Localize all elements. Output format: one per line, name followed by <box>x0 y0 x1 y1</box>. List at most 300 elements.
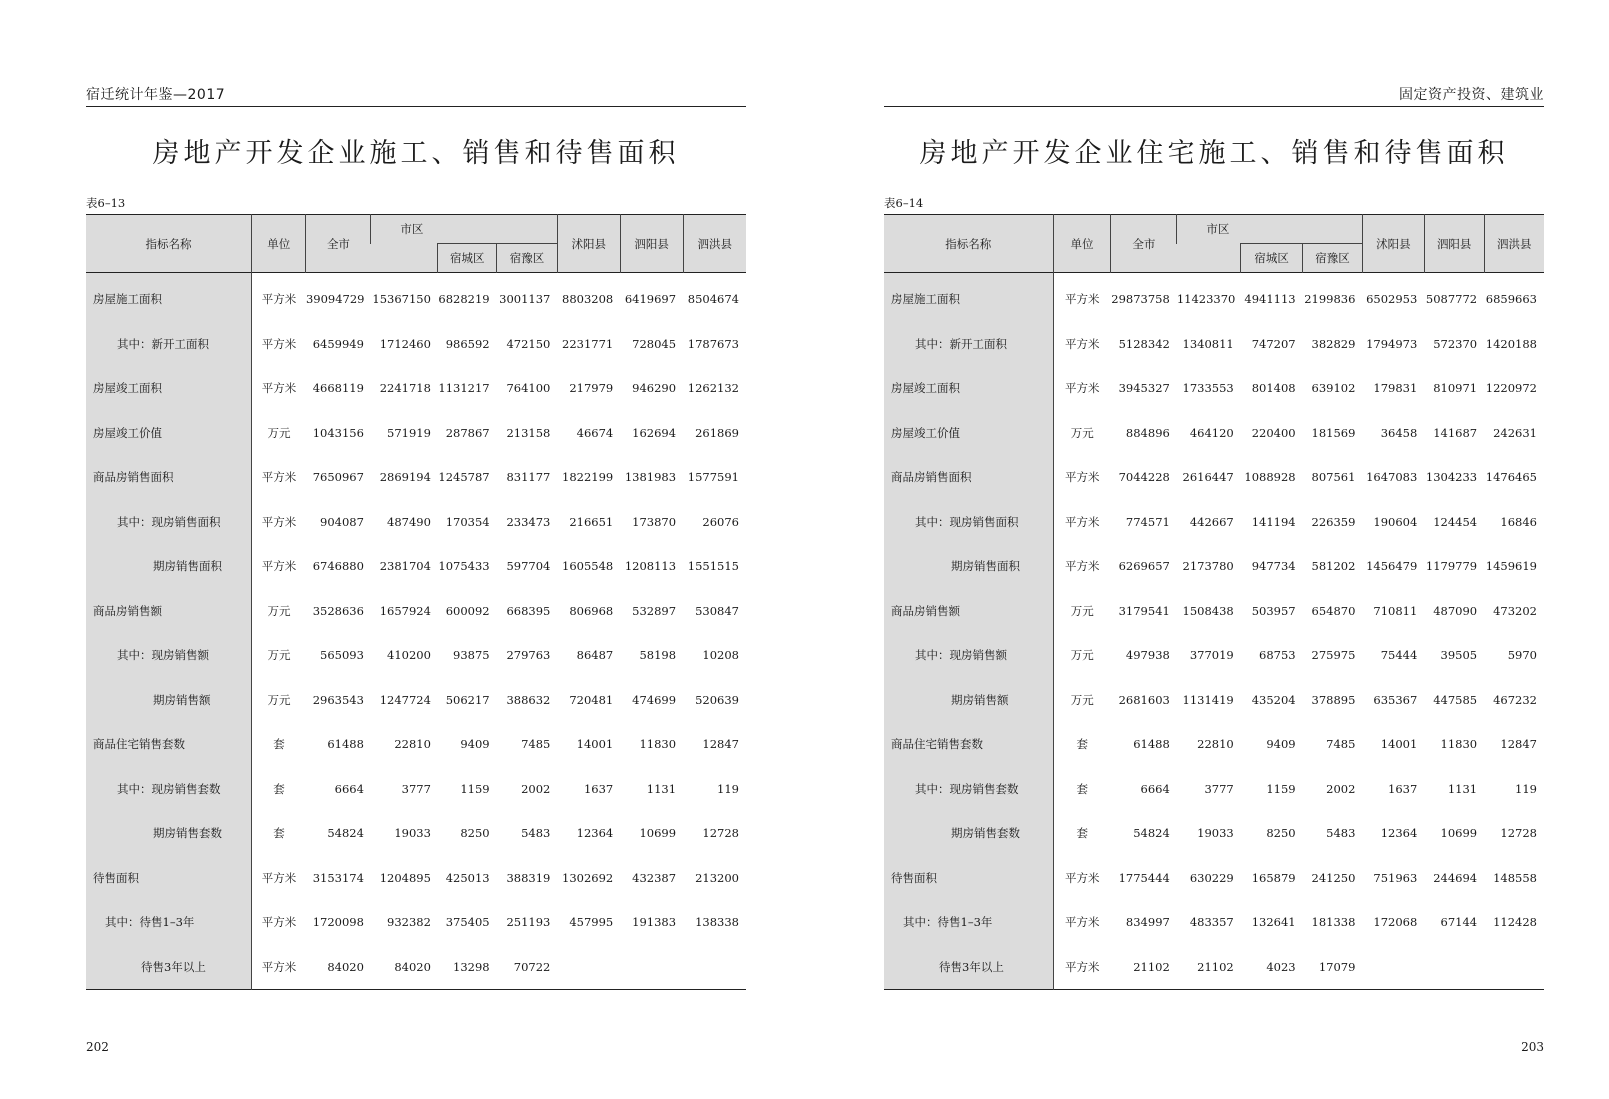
cell-value: 1733553 <box>1182 381 1234 396</box>
row-label: 期房销售套数 <box>884 811 1053 856</box>
cell-value: 6269657 <box>1118 559 1170 574</box>
cell-value: 474699 <box>632 692 677 707</box>
cell-value: 497938 <box>1125 648 1170 663</box>
cell-value: 532897 <box>632 603 677 618</box>
cell-value: 472150 <box>506 336 551 351</box>
cell-value: 377019 <box>1189 648 1234 663</box>
table-row <box>884 322 1544 367</box>
row-unit: 平方米 <box>252 544 306 589</box>
cell-value: 464120 <box>1189 425 1234 440</box>
cell-value: 3777 <box>401 781 431 796</box>
row-label: 其中：现房销售额 <box>884 633 1053 678</box>
row-unit: 平方米 <box>1053 455 1111 500</box>
row-label: 其中：现房销售套数 <box>884 767 1053 812</box>
cell-value: 654870 <box>1311 603 1356 618</box>
cell-value: 61488 <box>327 737 364 752</box>
cell-value: 3528636 <box>312 603 364 618</box>
cell-value <box>1424 945 1484 990</box>
row-label: 商品房销售额 <box>884 589 1053 634</box>
cell-value: 506217 <box>445 692 490 707</box>
cell-value: 12847 <box>702 737 739 752</box>
row-unit: 平方米 <box>252 273 306 322</box>
cell-value: 22810 <box>1197 737 1234 752</box>
cell-value: 279763 <box>506 648 551 663</box>
cell-value: 119 <box>717 781 739 796</box>
cell-value: 11423370 <box>1176 292 1236 307</box>
cell-value: 6859663 <box>1485 292 1537 307</box>
row-unit: 平方米 <box>1053 544 1111 589</box>
cell-value: 1508438 <box>1182 603 1234 618</box>
row-unit: 万元 <box>1053 589 1111 634</box>
cell-value: 233473 <box>506 514 551 529</box>
row-label: 其中：待售1–3年 <box>884 900 1053 945</box>
page-number: 203 <box>1521 1040 1544 1054</box>
cell-value: 1551515 <box>687 559 739 574</box>
cell-value: 15367150 <box>372 292 431 307</box>
row-label: 待售3年以上 <box>86 945 252 990</box>
cell-value: 2681603 <box>1118 692 1170 707</box>
cell-value: 21102 <box>1133 959 1170 974</box>
row-unit: 平方米 <box>1053 945 1111 990</box>
header-siyang: 泗阳县 <box>620 215 683 273</box>
right-page <box>884 0 1544 1099</box>
table-number: 表6–14 <box>884 196 924 210</box>
cell-value: 261869 <box>695 425 739 440</box>
cell-value: 165879 <box>1251 870 1296 885</box>
cell-value: 520639 <box>695 692 739 707</box>
cell-value: 10208 <box>702 648 739 663</box>
cell-value: 3777 <box>1204 781 1234 796</box>
cell-value: 7650967 <box>312 470 364 485</box>
cell-value: 6746880 <box>312 559 364 574</box>
cell-value: 68753 <box>1259 648 1296 663</box>
header-sucheng: 宿城区 <box>438 244 497 273</box>
row-label: 期房销售套数 <box>86 811 252 856</box>
cell-value: 67144 <box>1440 915 1478 930</box>
cell-value: 6828219 <box>438 292 490 307</box>
cell-value: 213158 <box>506 425 551 440</box>
cell-value: 2199836 <box>1304 292 1356 307</box>
cell-value: 1304233 <box>1425 470 1478 485</box>
cell-value: 19033 <box>1197 826 1234 841</box>
cell-value: 2002 <box>1326 781 1356 796</box>
cell-value: 1159 <box>1266 781 1296 796</box>
cell-value: 1247724 <box>379 692 431 707</box>
cell-value: 86487 <box>576 648 614 663</box>
cell-value: 1381983 <box>624 470 677 485</box>
cell-value: 442667 <box>1189 514 1234 529</box>
cell-value: 4941113 <box>1244 292 1296 307</box>
cell-value: 467232 <box>1493 692 1537 707</box>
cell-value: 84020 <box>327 959 364 974</box>
header-urban-blank <box>1177 244 1241 273</box>
cell-value: 1712460 <box>379 336 431 351</box>
cell-value: 1204895 <box>379 870 431 885</box>
cell-value: 375405 <box>445 915 490 930</box>
cell-value: 2231771 <box>562 336 614 351</box>
cell-value: 181338 <box>1311 915 1356 930</box>
cell-value: 138338 <box>695 915 739 930</box>
cell-value: 191383 <box>632 915 677 930</box>
cell-value: 1577591 <box>687 470 739 485</box>
row-label: 其中：现房销售额 <box>86 633 252 678</box>
row-unit: 万元 <box>252 589 306 634</box>
row-unit: 万元 <box>1053 678 1111 723</box>
header-name: 指标名称 <box>884 215 1053 273</box>
cell-value: 3945327 <box>1118 381 1170 396</box>
cell-value: 4668119 <box>312 381 364 396</box>
cell-value: 93875 <box>453 648 490 663</box>
cell-value: 132641 <box>1251 915 1296 930</box>
cell-value: 12728 <box>702 826 739 841</box>
table-row <box>86 767 746 812</box>
cell-value: 181569 <box>1311 425 1356 440</box>
cell-value: 19033 <box>394 826 431 841</box>
table-row <box>86 455 746 500</box>
cell-value: 946290 <box>632 381 677 396</box>
cell-value: 1159 <box>460 781 490 796</box>
cell-value: 1459619 <box>1485 559 1537 574</box>
header-sihong: 泗洪县 <box>1484 215 1544 273</box>
cell-value: 8504674 <box>687 292 739 307</box>
cell-value: 764100 <box>506 381 551 396</box>
row-label: 期房销售额 <box>884 678 1053 723</box>
cell-value: 668395 <box>506 603 551 618</box>
table-row <box>86 945 746 990</box>
cell-value: 12364 <box>1380 826 1418 841</box>
cell-value: 639102 <box>1311 381 1356 396</box>
table-row <box>884 811 1544 856</box>
cell-value: 141687 <box>1433 425 1478 440</box>
cell-value: 597704 <box>506 559 551 574</box>
cell-value: 8803208 <box>562 292 614 307</box>
cell-value: 388632 <box>506 692 551 707</box>
row-unit: 平方米 <box>1053 856 1111 901</box>
row-label: 其中：现房销售面积 <box>86 500 252 545</box>
cell-value: 487490 <box>387 514 431 529</box>
table-row <box>86 273 746 322</box>
table-row <box>884 544 1544 589</box>
cell-value: 75444 <box>1380 648 1418 663</box>
cell-value: 242631 <box>1493 425 1537 440</box>
row-label: 房屋竣工面积 <box>86 366 252 411</box>
row-unit: 万元 <box>252 678 306 723</box>
cell-value: 70722 <box>513 959 551 974</box>
cell-value: 2963543 <box>312 692 364 707</box>
cell-value <box>620 945 683 990</box>
cell-value: 1131 <box>1447 781 1478 796</box>
cell-value: 1794973 <box>1366 336 1418 351</box>
cell-value: 10699 <box>639 826 677 841</box>
cell-value: 119 <box>1515 781 1537 796</box>
cell-value: 36458 <box>1380 425 1418 440</box>
cell-value: 241250 <box>1311 870 1356 885</box>
cell-value: 13298 <box>453 959 490 974</box>
cell-value: 216651 <box>569 514 614 529</box>
row-label: 期房销售面积 <box>86 544 252 589</box>
cell-value: 1179779 <box>1425 559 1478 574</box>
data-table <box>86 214 746 990</box>
row-label: 期房销售额 <box>86 678 252 723</box>
cell-value: 5483 <box>1326 826 1356 841</box>
left-page <box>86 0 746 1099</box>
row-unit: 平方米 <box>252 900 306 945</box>
cell-value: 11830 <box>1440 737 1478 752</box>
cell-value: 447585 <box>1433 692 1478 707</box>
cell-value: 6664 <box>334 781 364 796</box>
table-row <box>86 322 746 367</box>
cell-value: 12728 <box>1500 826 1537 841</box>
cell-value: 5970 <box>1507 648 1537 663</box>
header-siyang: 泗阳县 <box>1424 215 1484 273</box>
cell-value: 2002 <box>521 781 551 796</box>
cell-value: 7485 <box>521 737 551 752</box>
cell-value: 5087772 <box>1425 292 1478 307</box>
cell-value: 5128342 <box>1118 336 1170 351</box>
page-number: 202 <box>86 1040 109 1054</box>
running-head: 固定资产投资、建筑业 <box>884 84 1544 107</box>
row-label: 商品房销售面积 <box>86 455 252 500</box>
header-urban-blank <box>371 244 438 273</box>
cell-value: 1637 <box>583 781 614 796</box>
table-row <box>884 900 1544 945</box>
row-unit: 平方米 <box>252 945 306 990</box>
cell-value: 22810 <box>394 737 431 752</box>
cell-value: 251193 <box>506 915 551 930</box>
cell-value: 217979 <box>569 381 614 396</box>
row-label: 房屋施工面积 <box>884 273 1053 322</box>
cell-value: 112428 <box>1493 915 1537 930</box>
cell-value: 581202 <box>1311 559 1356 574</box>
cell-value: 986592 <box>445 336 490 351</box>
cell-value: 9409 <box>460 737 490 752</box>
header-shuyang: 沭阳县 <box>557 215 620 273</box>
header-unit: 单位 <box>1053 215 1111 273</box>
cell-value: 1787673 <box>687 336 739 351</box>
cell-value: 751963 <box>1373 870 1418 885</box>
cell-value: 4023 <box>1266 959 1296 974</box>
cell-value: 831177 <box>506 470 551 485</box>
cell-value: 435204 <box>1251 692 1296 707</box>
cell-value: 1075433 <box>438 559 490 574</box>
cell-value: 483357 <box>1189 915 1234 930</box>
cell-value: 16846 <box>1500 514 1537 529</box>
row-label: 待售3年以上 <box>884 945 1053 990</box>
table-row <box>884 722 1544 767</box>
cell-value: 5483 <box>521 826 551 841</box>
table-row <box>884 455 1544 500</box>
table-row <box>884 589 1544 634</box>
cell-value: 162694 <box>632 425 677 440</box>
cell-value: 1476465 <box>1485 470 1537 485</box>
cell-value: 457995 <box>569 915 614 930</box>
table-row <box>86 811 746 856</box>
cell-value: 287867 <box>445 425 490 440</box>
cell-value: 728045 <box>632 336 677 351</box>
row-label: 待售面积 <box>884 856 1053 901</box>
row-unit: 万元 <box>252 411 306 456</box>
cell-value: 7485 <box>1326 737 1356 752</box>
cell-value: 173870 <box>632 514 677 529</box>
table-number: 表6–13 <box>86 196 126 210</box>
cell-value: 2241718 <box>379 381 431 396</box>
cell-value: 244694 <box>1433 870 1478 885</box>
cell-value: 720481 <box>569 692 614 707</box>
cell-value: 1657924 <box>379 603 431 618</box>
cell-value: 1262132 <box>687 381 739 396</box>
cell-value: 14001 <box>1380 737 1418 752</box>
cell-value: 1131419 <box>1182 692 1234 707</box>
cell-value: 1302692 <box>562 870 614 885</box>
table-row <box>86 544 746 589</box>
table-title: 房地产开发企业施工、销售和待售面积 <box>152 138 680 169</box>
cell-value <box>683 945 746 990</box>
header-city: 全市 <box>306 215 371 273</box>
cell-value: 6502953 <box>1366 292 1418 307</box>
table-row <box>884 411 1544 456</box>
cell-value: 1647083 <box>1366 470 1418 485</box>
header-unit: 单位 <box>252 215 306 273</box>
cell-value: 275975 <box>1311 648 1356 663</box>
cell-value: 124454 <box>1433 514 1478 529</box>
row-unit: 套 <box>1053 722 1111 767</box>
cell-value: 7044228 <box>1118 470 1170 485</box>
cell-value: 54824 <box>1133 826 1170 841</box>
cell-value: 801408 <box>1251 381 1296 396</box>
cell-value: 29873758 <box>1111 292 1170 307</box>
cell-value: 932382 <box>387 915 431 930</box>
cell-value: 141194 <box>1251 514 1296 529</box>
cell-value: 1720098 <box>312 915 364 930</box>
cell-value: 1822199 <box>562 470 614 485</box>
cell-value: 1637 <box>1388 781 1418 796</box>
cell-value: 179831 <box>1373 381 1418 396</box>
cell-value: 1775444 <box>1118 870 1170 885</box>
row-label: 待售面积 <box>86 856 252 901</box>
cell-value: 635367 <box>1373 692 1418 707</box>
cell-value: 8250 <box>1266 826 1296 841</box>
cell-value: 1208113 <box>624 559 677 574</box>
cell-value: 1131217 <box>438 381 490 396</box>
cell-value: 46674 <box>576 425 614 440</box>
header-sucheng: 宿城区 <box>1241 244 1303 273</box>
cell-value: 806968 <box>569 603 614 618</box>
cell-value: 170354 <box>445 514 490 529</box>
cell-value <box>1362 945 1424 990</box>
row-unit: 平方米 <box>252 322 306 367</box>
header-urban: 市区 <box>371 215 557 244</box>
cell-value: 58198 <box>639 648 677 663</box>
cell-value: 565093 <box>320 648 364 663</box>
cell-value: 530847 <box>695 603 739 618</box>
cell-value: 388319 <box>506 870 551 885</box>
cell-value: 425013 <box>445 870 490 885</box>
cell-value: 190604 <box>1373 514 1418 529</box>
cell-value: 382829 <box>1311 336 1356 351</box>
cell-value: 503957 <box>1251 603 1296 618</box>
cell-value: 11830 <box>639 737 677 752</box>
cell-value: 1605548 <box>562 559 614 574</box>
table-body <box>86 273 746 990</box>
header-shuyang: 沭阳县 <box>1362 215 1424 273</box>
cell-value: 904087 <box>320 514 364 529</box>
table-row <box>86 678 746 723</box>
cell-value: 487090 <box>1433 603 1478 618</box>
row-label: 商品住宅销售套数 <box>884 722 1053 767</box>
cell-value: 39094729 <box>305 292 365 307</box>
row-unit: 套 <box>1053 811 1111 856</box>
row-label: 商品住宅销售套数 <box>86 722 252 767</box>
cell-value: 226359 <box>1311 514 1356 529</box>
cell-value: 148558 <box>1493 870 1537 885</box>
data-table <box>884 214 1544 990</box>
cell-value: 834997 <box>1125 915 1170 930</box>
row-label: 其中：现房销售套数 <box>86 767 252 812</box>
cell-value: 17079 <box>1318 959 1356 974</box>
cell-value: 378895 <box>1311 692 1356 707</box>
cell-value: 1456479 <box>1366 559 1418 574</box>
cell-value: 12847 <box>1500 737 1537 752</box>
cell-value: 61488 <box>1133 737 1170 752</box>
cell-value <box>557 945 620 990</box>
row-label: 其中：现房销售面积 <box>884 500 1053 545</box>
cell-value: 6664 <box>1140 781 1170 796</box>
row-label: 其中：新开工面积 <box>86 322 252 367</box>
cell-value: 884896 <box>1125 425 1170 440</box>
cell-value: 3001137 <box>499 292 551 307</box>
header-suyu: 宿豫区 <box>1303 244 1363 273</box>
cell-value: 2173780 <box>1182 559 1234 574</box>
row-unit: 万元 <box>252 633 306 678</box>
row-label: 其中：新开工面积 <box>884 322 1053 367</box>
row-unit: 平方米 <box>252 455 306 500</box>
cell-value: 1420188 <box>1485 336 1537 351</box>
cell-value <box>1484 945 1544 990</box>
row-label: 房屋竣工面积 <box>884 366 1053 411</box>
cell-value: 26076 <box>702 514 739 529</box>
row-label: 期房销售面积 <box>884 544 1053 589</box>
cell-value: 12364 <box>576 826 614 841</box>
cell-value: 747207 <box>1251 336 1296 351</box>
table-row <box>86 589 746 634</box>
cell-value: 774571 <box>1125 514 1170 529</box>
cell-value: 1220972 <box>1485 381 1537 396</box>
header-sihong: 泗洪县 <box>683 215 746 273</box>
cell-value: 410200 <box>387 648 431 663</box>
table-title: 房地产开发企业住宅施工、销售和待售面积 <box>919 138 1509 169</box>
header-name: 指标名称 <box>86 215 252 273</box>
cell-value: 6459949 <box>312 336 364 351</box>
table-row <box>884 945 1544 990</box>
table-row <box>86 500 746 545</box>
cell-value: 2381704 <box>379 559 431 574</box>
cell-value: 3153174 <box>312 870 364 885</box>
cell-value: 810971 <box>1433 381 1478 396</box>
cell-value: 600092 <box>445 603 490 618</box>
cell-value: 473202 <box>1493 603 1537 618</box>
row-unit: 平方米 <box>1053 500 1111 545</box>
cell-value: 172068 <box>1373 915 1418 930</box>
row-label: 房屋竣工价值 <box>86 411 252 456</box>
cell-value: 1088928 <box>1244 470 1296 485</box>
cell-value: 9409 <box>1266 737 1296 752</box>
row-label: 其中：待售1–3年 <box>86 900 252 945</box>
cell-value: 1340811 <box>1182 336 1234 351</box>
cell-value: 572370 <box>1433 336 1478 351</box>
row-unit: 平方米 <box>1053 273 1111 322</box>
cell-value: 630229 <box>1189 870 1234 885</box>
row-unit: 平方米 <box>252 856 306 901</box>
